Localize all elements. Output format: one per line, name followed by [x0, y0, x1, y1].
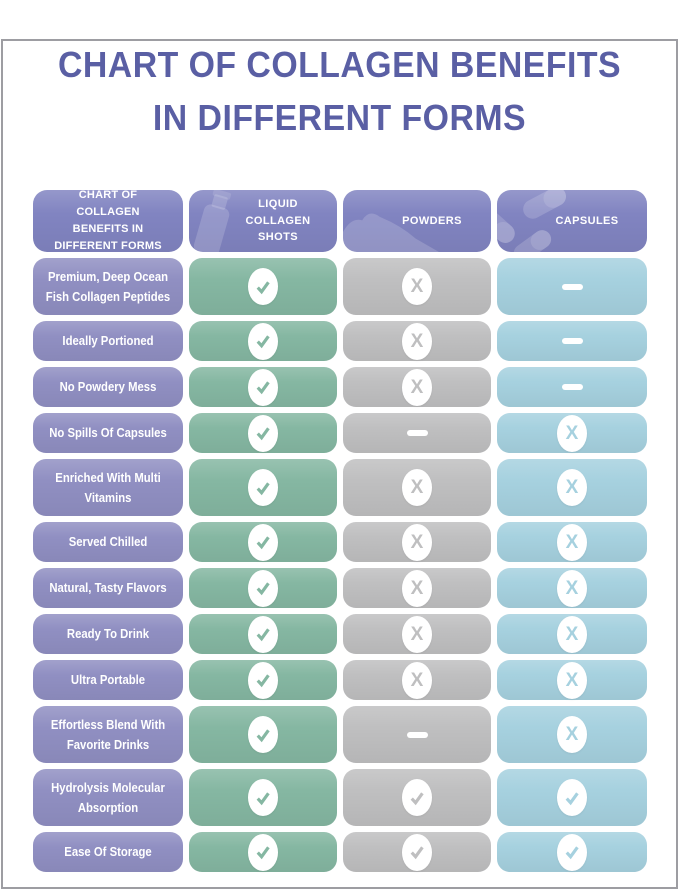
powders-value-cell [343, 832, 491, 872]
column-header-label: LIQUID COLLAGEN SHOTS [245, 198, 311, 244]
capsules-value-cell [497, 660, 647, 700]
dash-icon [562, 338, 583, 344]
check-icon [402, 834, 432, 871]
capsules-value-cell [497, 459, 647, 516]
cross-icon [402, 369, 432, 406]
benefit-row [33, 769, 647, 826]
powders-value-cell [343, 459, 491, 516]
benefit-label-cell [33, 832, 183, 872]
liquid-value-cell [189, 769, 337, 826]
benefit-label: Enriched With Multi Vitamins [55, 470, 161, 505]
powders-value-cell [343, 568, 491, 608]
cross-glyph: X [410, 623, 424, 645]
benefit-label-cell [33, 459, 183, 516]
check-icon [248, 834, 278, 871]
check-icon [248, 524, 278, 561]
cross-glyph: X [410, 330, 424, 352]
liquid-value-cell [189, 522, 337, 562]
check-icon [248, 415, 278, 452]
check-icon [248, 616, 278, 653]
capsules-value-cell [497, 614, 647, 654]
cross-glyph: X [565, 577, 579, 599]
column-header-powders [343, 190, 491, 252]
dash-icon [407, 732, 428, 738]
cross-glyph: X [565, 422, 579, 444]
capsules-value-cell [497, 258, 647, 315]
powders-value-cell [343, 522, 491, 562]
column-header-label: POWDERS [402, 214, 462, 227]
column-header-label: CAPSULES [555, 214, 619, 227]
cross-icon [557, 570, 587, 607]
cross-icon [557, 524, 587, 561]
capsules-value-cell [497, 568, 647, 608]
capsules-value-cell [497, 706, 647, 763]
corner-header-label: CHART OF COLLAGEN BENEFITS IN DIFFERENT FORMS [54, 190, 162, 252]
liquid-value-cell [189, 367, 337, 407]
benefit-row [33, 367, 647, 407]
cross-glyph: X [410, 477, 424, 498]
benefit-row [33, 258, 647, 315]
liquid-value-cell [189, 614, 337, 654]
benefit-label: Ideally Portioned [62, 333, 154, 349]
cross-icon [402, 616, 432, 653]
powders-value-cell [343, 321, 491, 361]
comparison-table [33, 190, 647, 872]
liquid-value-cell [189, 660, 337, 700]
infographic-page [0, 38, 679, 890]
cross-icon [402, 524, 432, 561]
benefit-row [33, 568, 647, 608]
benefit-row [33, 522, 647, 562]
benefit-row [33, 459, 647, 516]
cross-glyph: X [410, 376, 424, 398]
benefit-label-cell [33, 522, 183, 562]
cross-glyph: X [565, 724, 579, 745]
capsules-value-cell [497, 413, 647, 453]
check-icon [248, 570, 278, 607]
check-icon [248, 662, 278, 699]
benefit-label-cell [33, 321, 183, 361]
cross-glyph: X [565, 623, 579, 645]
dash-icon [562, 284, 583, 290]
cross-icon [402, 268, 432, 305]
liquid-value-cell [189, 459, 337, 516]
benefit-label: Ready To Drink [66, 626, 150, 642]
liquid-value-cell [189, 706, 337, 763]
page-title-line2: IN DIFFERENT FORMS [152, 97, 527, 139]
powders-value-cell [343, 660, 491, 700]
powders-value-cell [343, 706, 491, 763]
capsules-value-cell [497, 522, 647, 562]
powders-value-cell [343, 614, 491, 654]
benefit-row [33, 413, 647, 453]
cross-icon [402, 469, 432, 506]
column-header-capsules [497, 190, 647, 252]
corner-header-cell [33, 190, 183, 252]
cross-icon [402, 662, 432, 699]
powders-value-cell [343, 769, 491, 826]
dash-icon [562, 384, 583, 390]
cross-glyph: X [410, 669, 424, 691]
cross-icon [557, 662, 587, 699]
benefit-label: Served Chilled [68, 534, 148, 550]
cross-glyph: X [565, 477, 579, 498]
check-icon [248, 323, 278, 360]
cross-icon [557, 716, 587, 753]
cross-glyph: X [565, 669, 579, 691]
liquid-value-cell [189, 258, 337, 315]
check-icon [248, 469, 278, 506]
benefit-row [33, 660, 647, 700]
cross-icon [557, 415, 587, 452]
check-icon [557, 779, 587, 816]
liquid-value-cell [189, 568, 337, 608]
cross-glyph: X [410, 531, 424, 553]
benefit-label: Natural, Tasty Flavors [49, 580, 167, 596]
cross-icon [557, 616, 587, 653]
dash-icon [407, 430, 428, 436]
powders-value-cell [343, 258, 491, 315]
benefit-row [33, 706, 647, 763]
liquid-value-cell [189, 832, 337, 872]
benefit-label-cell [33, 367, 183, 407]
benefit-label-cell [33, 568, 183, 608]
cross-glyph: X [410, 577, 424, 599]
cross-icon [557, 469, 587, 506]
check-icon [248, 779, 278, 816]
benefit-label: Effortless Blend With Favorite Drinks [50, 717, 166, 752]
benefit-label-cell [33, 706, 183, 763]
benefit-label: Ultra Portable [70, 672, 146, 688]
benefit-label-cell [33, 769, 183, 826]
benefit-label-cell [33, 413, 183, 453]
benefit-label: Hydrolysis Molecular Absorption [51, 780, 165, 815]
capsules-value-cell [497, 832, 647, 872]
benefit-label: No Spills Of Capsules [49, 425, 167, 441]
benefit-label-cell [33, 614, 183, 654]
check-icon [402, 779, 432, 816]
benefit-row [33, 614, 647, 654]
check-icon [248, 716, 278, 753]
cross-glyph: X [410, 276, 424, 297]
check-icon [248, 268, 278, 305]
benefit-row [33, 832, 647, 872]
cross-icon [402, 570, 432, 607]
page-title-line1: CHART OF COLLAGEN BENEFITS [57, 44, 622, 85]
liquid-value-cell [189, 321, 337, 361]
cross-icon [402, 323, 432, 360]
benefit-label-cell [33, 258, 183, 315]
benefit-label: No Powdery Mess [59, 379, 157, 395]
capsules-value-cell [497, 367, 647, 407]
capsules-value-cell [497, 769, 647, 826]
powders-value-cell [343, 413, 491, 453]
cross-glyph: X [565, 531, 579, 553]
check-icon [557, 834, 587, 871]
powders-value-cell [343, 367, 491, 407]
benefit-row [33, 321, 647, 361]
capsules-value-cell [497, 321, 647, 361]
benefit-label: Premium, Deep Ocean Fish Collagen Peptides [45, 269, 171, 304]
check-icon [248, 369, 278, 406]
table-header-row [33, 190, 647, 252]
page-title [20, 38, 658, 145]
benefit-label-cell [33, 660, 183, 700]
column-header-liquid [189, 190, 337, 252]
benefit-label: Ease Of Storage [64, 844, 152, 860]
liquid-value-cell [189, 413, 337, 453]
